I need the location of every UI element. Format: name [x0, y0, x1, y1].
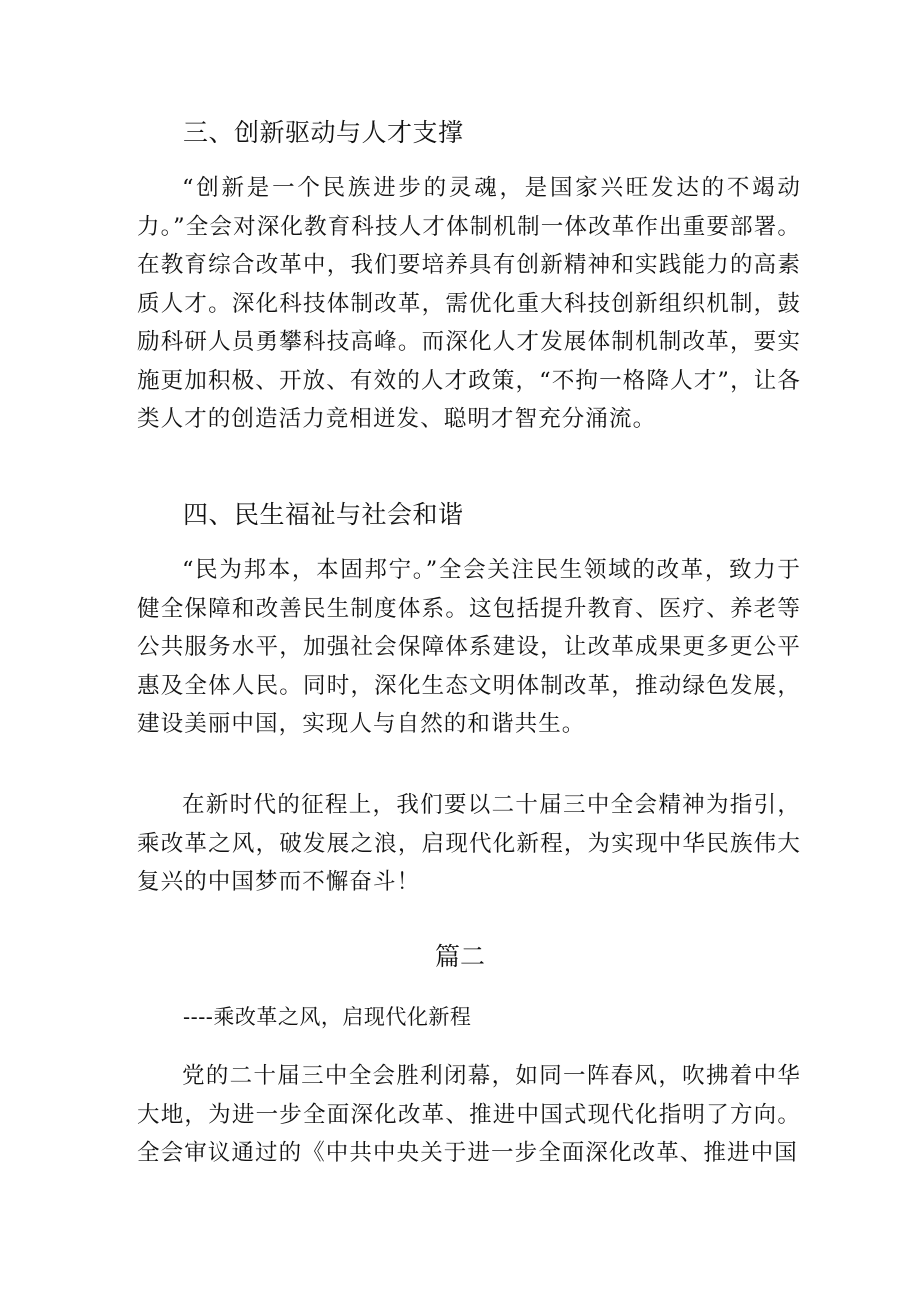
- closing-paragraph: 在新时代的征程上，我们要以二十届三中全会精神为指引，乘改革之风，破发展之浪，启现代化新程，为实现中华民族伟大复兴的中国梦而不懈奋斗！: [137, 792, 801, 895]
- part-2-intro-paragraph: 党的二十届三中全会胜利闭幕，如同一阵春风，吹拂着中华大地，为进一步全面深化改革、推进中国式现代化指明了方向。全会审议通过的《中共中央关于进一步全面深化改革、推进中国: [137, 1063, 801, 1166]
- section-3-paragraph: “创新是一个民族进步的灵魂，是国家兴旺发达的不竭动力。”全会对深化教育科技人才体制机制一体改革作出重要部署。在教育综合改革中，我们要培养具有创新精神和实践能力的高素质人才。深化科技体制改革，需优化重大科技创新组织机制，鼓励科研人员勇攀科技高峰。而深化人才发展体制机制改革，要实施更加积极、开放、有效的人才政策，“不拘一格降人才”，让各类人才的创造活力竞相迸发、聪明才智充分涌流。: [137, 175, 801, 432]
- part-2-subtitle: ----乘改革之风，启现代化新程: [183, 1005, 472, 1029]
- section-4-heading: 四、民生福祉与社会和谐: [183, 500, 464, 529]
- section-4-paragraph: “民为邦本，本固邦宁。”全会关注民生领域的改革，致力于健全保障和改善民生制度体系。这包括提升教育、医疗、养老等公共服务水平，加强社会保障体系建设，让改革成果更多更公平惠及全体人民。同时，深化生态文明体制改革，推动绿色发展，建设美丽中国，实现人与自然的和谐共生。: [137, 557, 801, 737]
- part-2-title: 篇二: [434, 942, 485, 971]
- section-3-heading: 三、创新驱动与人才支撑: [183, 118, 464, 147]
